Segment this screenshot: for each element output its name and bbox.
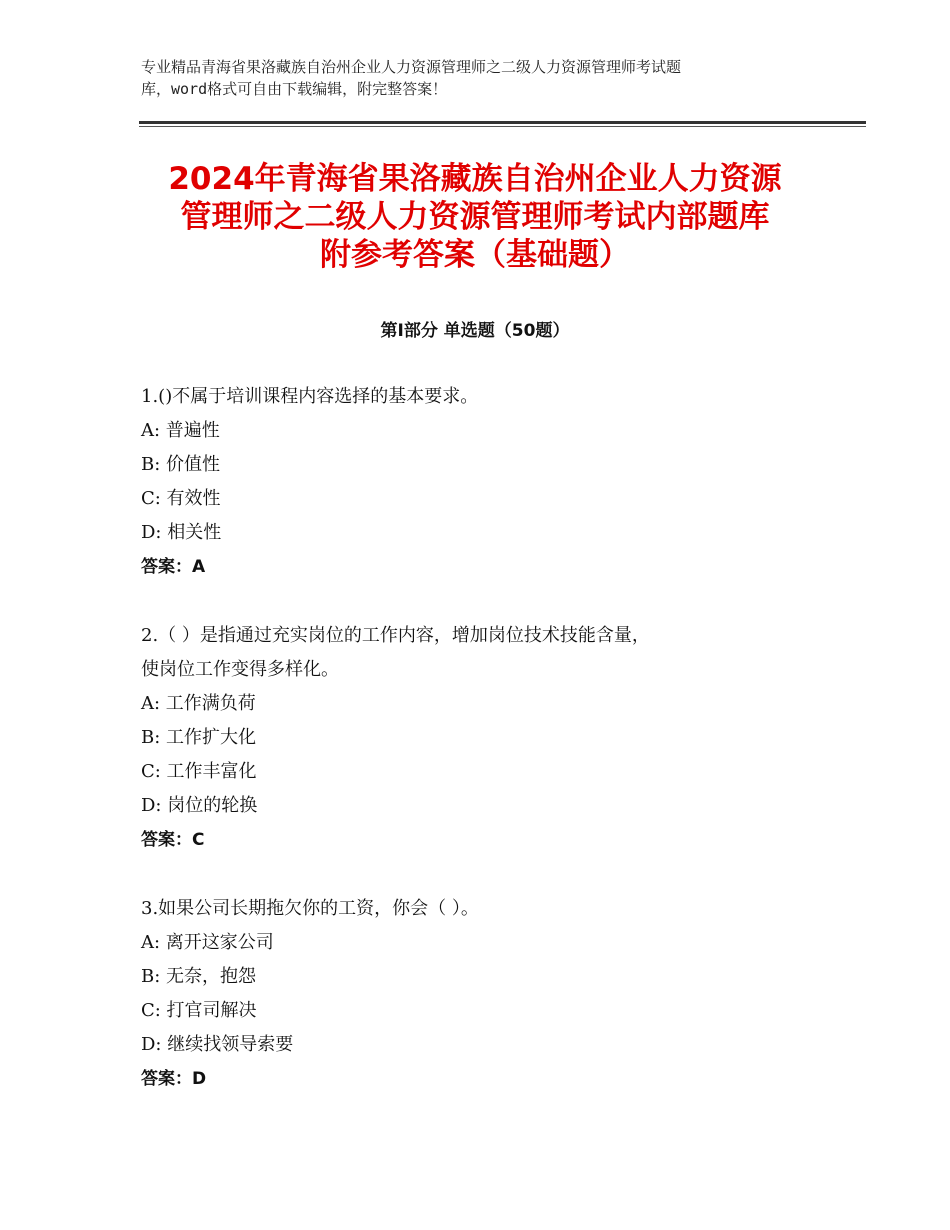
question-2-option-a: A: 工作满负荷 (141, 693, 256, 714)
question-2-option-b: B: 工作扩大化 (141, 727, 257, 748)
title-line2: 管理师之二级人力资源管理师考试内部题库 (180, 199, 770, 235)
question-3-answer: 答案：D (141, 1069, 207, 1089)
header-divider-thin (139, 126, 866, 127)
question-3-option-c: C: 打官司解决 (141, 1000, 257, 1021)
question-3-option-d: D: 继续找领导索要 (141, 1034, 294, 1055)
question-1-option-b: B: 价值性 (141, 454, 221, 475)
title-line3: 附参考答案（基础题） (320, 237, 630, 273)
question-2-option-d: D: 岗位的轮换 (141, 795, 258, 816)
header-note (141, 56, 821, 100)
question-3-option-a: A: 离开这家公司 (141, 932, 274, 953)
document-title (100, 160, 850, 274)
header-note-line2: 库，word格式可自由下载编辑，附完整答案！ (141, 80, 448, 98)
question-3-option-b: B: 无奈，抱怨 (141, 966, 257, 987)
question-2-answer: 答案：C (141, 830, 205, 850)
question-2-stem-line2: 使岗位工作变得多样化。 (141, 659, 339, 680)
question-2-option-c: C: 工作丰富化 (141, 761, 257, 782)
question-2-stem-line1: 2.（ ）是指通过充实岗位的工作内容，增加岗位技术技能含量， (141, 625, 650, 646)
title-line1: 2024年青海省果洛藏族自治州企业人力资源 (168, 161, 782, 197)
question-1-answer: 答案：A (141, 557, 206, 577)
question-1-option-c: C: 有效性 (141, 488, 221, 509)
question-1-option-d: D: 相关性 (141, 522, 222, 543)
question-1-option-a: A: 普遍性 (141, 420, 220, 441)
question-3-stem: 3.如果公司长期拖欠你的工资，你会（ ）。 (141, 898, 479, 919)
header-note-line1: 专业精品青海省果洛藏族自治州企业人力资源管理师之二级人力资源管理师考试题 (141, 58, 682, 76)
question-1-stem: 1.()不属于培训课程内容选择的基本要求。 (141, 386, 479, 407)
section-title: 第Ⅰ部分 单选题（50题） (380, 321, 570, 341)
header-divider-thick (139, 121, 866, 124)
